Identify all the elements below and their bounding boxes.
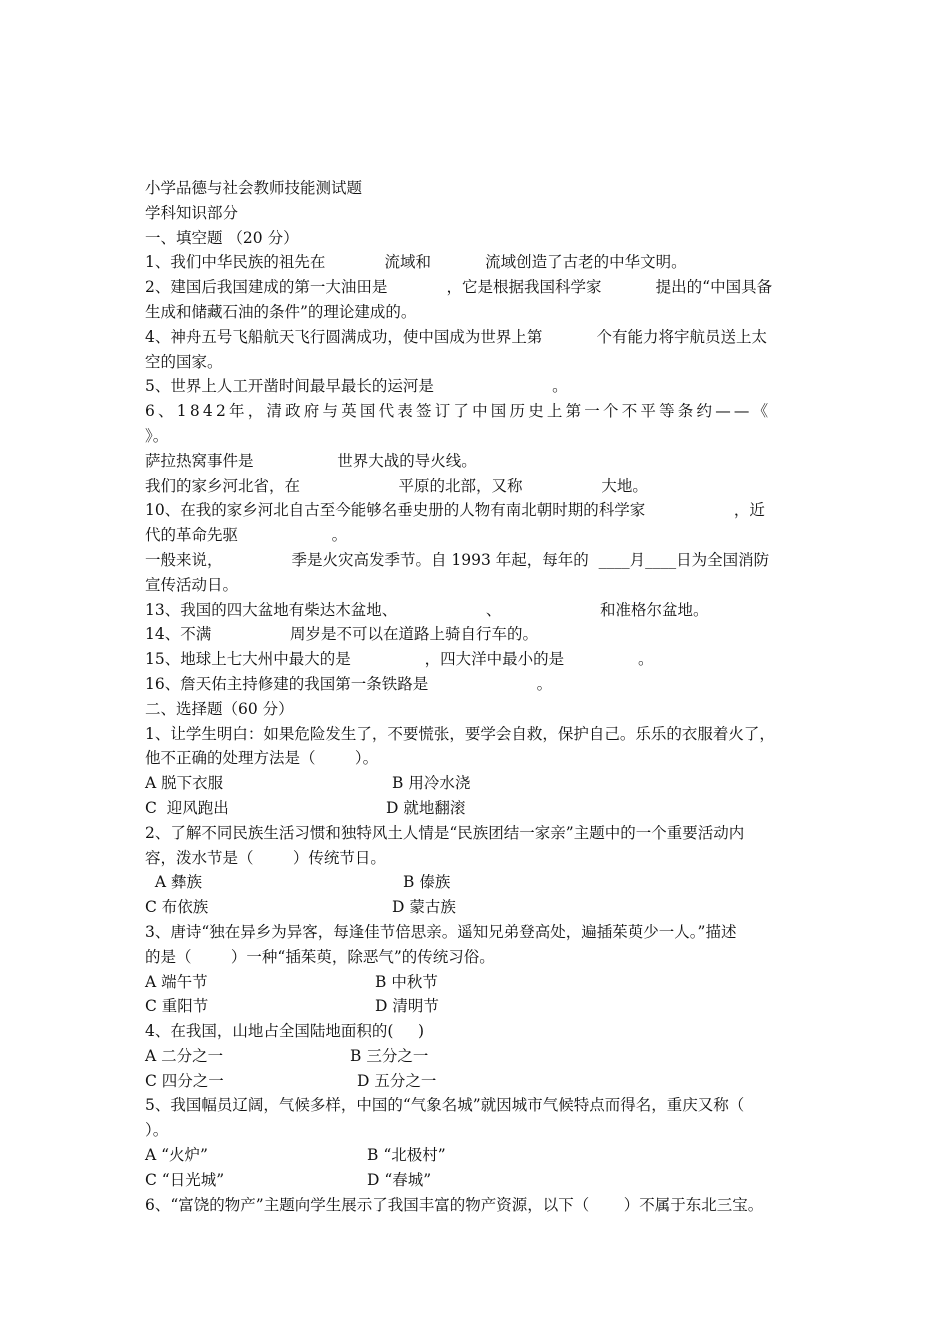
option-d: D 五分之一 [357, 1071, 437, 1090]
fill-line: 生成和储藏石油的条件”的理论建成的。 [145, 302, 417, 321]
fill-line: 宣传活动日。 [145, 575, 239, 594]
option-row [145, 771, 809, 796]
fill-line: 空的国家。 [145, 352, 223, 371]
option-a: A “火炉” [145, 1146, 208, 1165]
option-row [145, 895, 809, 920]
fill-line: 1、我们中华民族的祖先在 流域和 流域创造了古老的中华文明。 [145, 253, 687, 272]
question-stem: 4、在我国，山地占全国陆地面积的( ) [145, 1022, 425, 1041]
option-b: B 三分之一 [350, 1046, 429, 1065]
option-c: C 布依族 [145, 898, 209, 917]
option-c: C “日光城” [145, 1170, 225, 1189]
option-row [145, 1069, 809, 1094]
option-row [145, 1143, 809, 1168]
question-stem: 5、我国幅员辽阔，气候多样，中国的“气象名城”就因城市气候特点而得名，重庆又称（ [145, 1096, 745, 1115]
option-d: D 蒙古族 [392, 898, 456, 917]
question-stem: 3、唐诗“独在异乡为异客，每逢佳节倍思亲。遥知兄弟登高处，遍插茱萸少一人。”描述 [145, 922, 737, 941]
section-choice-heading: 二、选择题（60 分） [145, 699, 294, 718]
fill-line: 4、神舟五号飞船航天飞行圆满成功，使中国成为世界上第 个有能力将宇航员送上太 [145, 327, 768, 346]
option-b: B “北极村” [367, 1146, 446, 1165]
question-stem: 1、让学生明白：如果危险发生了，不要慌张，要学会自救，保护自己。乐乐的衣服着火了， [145, 724, 775, 743]
option-a: A 端午节 [145, 972, 208, 991]
fill-line: 我们的家乡河北省，在 平原的北部，又称 大地。 [145, 476, 648, 495]
option-a: A 彝族 [145, 873, 202, 892]
option-a: A 二分之一 [145, 1046, 224, 1065]
fill-line: 5、世界上人工开凿时间最早最长的运河是 。 [145, 377, 568, 396]
option-d: D 清明节 [375, 997, 439, 1016]
fill-line: 6、1842年，清政府与英国代表签订了中国历史上第一个不平等条约——《 [145, 402, 772, 421]
option-row [145, 796, 809, 821]
fill-line: 14、不满 周岁是不可以在道路上骑自行车的。 [145, 625, 539, 644]
fill-line: 》。 [145, 426, 169, 445]
fill-line: 13、我国的四大盆地有柴达木盆地、 、 和准格尔盆地。 [145, 600, 709, 619]
document-subtitle: 学科知识部分 [145, 203, 239, 222]
option-c: C 迎风跑出 [145, 798, 229, 817]
question-stem: 容，泼水节是（ ）传统节日。 [145, 848, 386, 867]
option-d: D “春城” [367, 1170, 432, 1189]
question-stem: ）。 [145, 1121, 169, 1140]
option-b: B 中秋节 [375, 972, 438, 991]
option-c: C 重阳节 [145, 997, 209, 1016]
option-row [145, 994, 809, 1019]
fill-line: 15、地球上七大州中最大的是 ，四大洋中最小的是 。 [145, 650, 654, 669]
option-row [145, 1168, 809, 1193]
question-stem: 2、了解不同民族生活习惯和独特风土人情是“民族团结一家亲”主题中的一个重要活动内 [145, 823, 745, 842]
option-row [145, 970, 809, 995]
fill-line: 萨拉热窝事件是 世界大战的导火线。 [145, 451, 477, 470]
question-stem: 他不正确的处理方法是（ ）。 [145, 749, 379, 768]
section-fill-in-heading: 一、填空题 （20 分） [145, 228, 299, 247]
option-b: B 用冷水浇 [392, 774, 471, 793]
option-row [145, 1044, 809, 1069]
question-stem: 6、“富饶的物产”主题向学生展示了我国丰富的物产资源，以下（ ）不属于东北三宝。 [145, 1195, 764, 1214]
fill-line: 2、建国后我国建成的第一大油田是 ，它是根据我国科学家 提出的“中国具备 [145, 278, 773, 297]
document-title: 小学品德与社会教师技能测试题 [145, 179, 363, 197]
fill-line: 一般来说， 季是火灾高发季节。自 1993 年起，每年的 ____月____日为全国消防 [145, 550, 770, 569]
option-b: B 傣族 [403, 873, 451, 892]
question-stem: 的是（ ）一种“插茱萸，除恶气”的传统习俗。 [145, 947, 495, 966]
option-row [145, 870, 809, 895]
fill-line: 10、在我的家乡河北自古至今能够名垂史册的人物有南北朝时期的科学家 ，近 [145, 501, 765, 520]
option-a: A 脱下衣服 [145, 774, 224, 793]
fill-line: 16、詹天佑主持修建的我国第一条铁路是 。 [145, 674, 553, 693]
option-d: D 就地翻滚 [386, 798, 466, 817]
fill-line: 代的革命先驱 。 [145, 526, 348, 545]
document-body [145, 176, 809, 1217]
option-c: C 四分之一 [145, 1071, 224, 1090]
